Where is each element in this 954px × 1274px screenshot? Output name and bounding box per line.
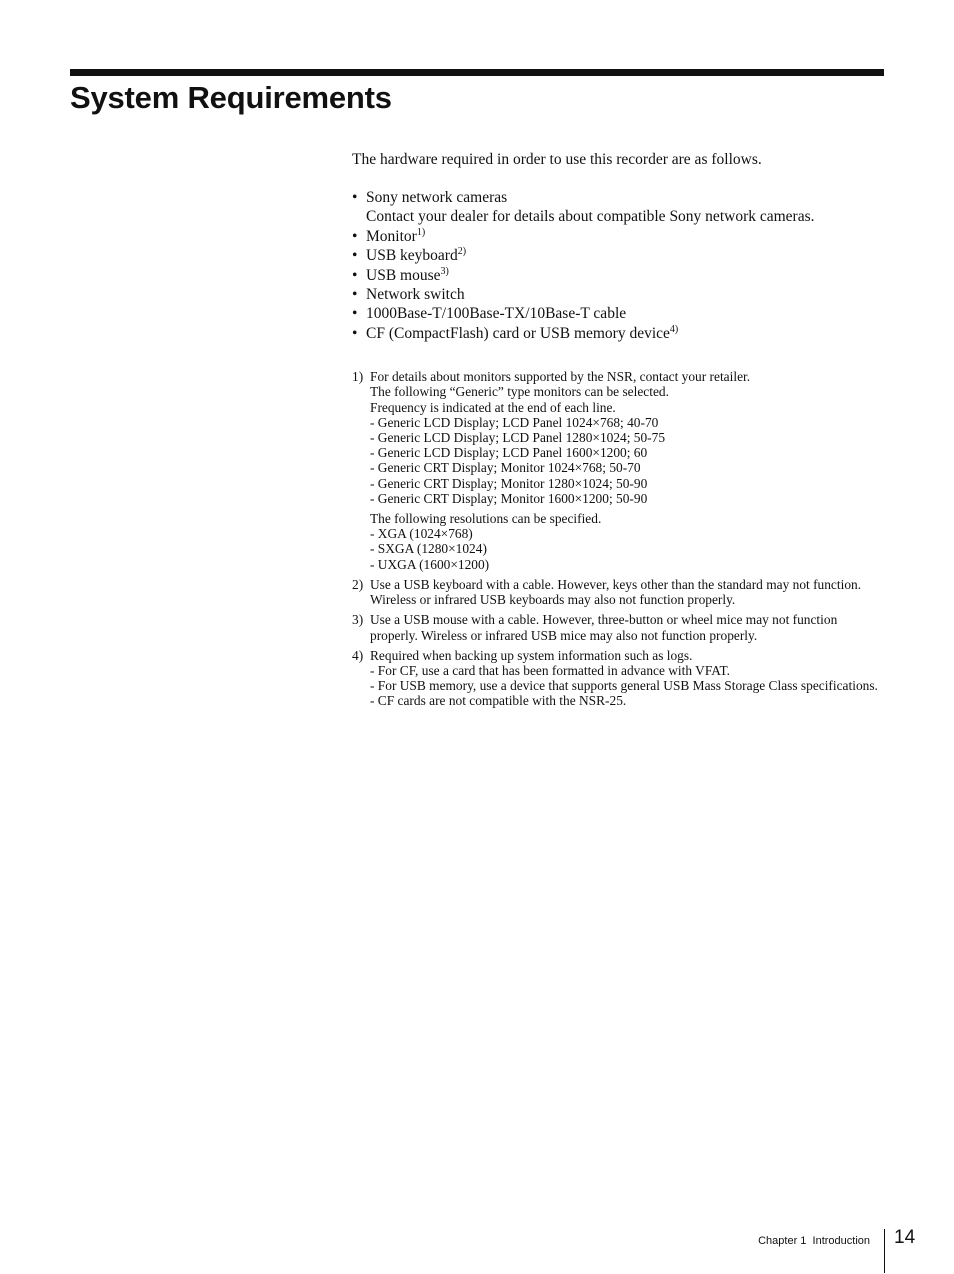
footnote-paragraph [370, 612, 882, 642]
bullet-marker: • [352, 247, 358, 265]
footnote-item [352, 369, 882, 572]
footnote-line: - Generic LCD Display; LCD Panel 1600×1200; 60 [370, 445, 648, 461]
footnote-line: Use a USB mouse with a cable. However, three-button or wheel mice may not function properly. Wireless or infrared USB mice may also not function properly. [370, 612, 838, 643]
requirement-item [352, 246, 882, 265]
footer-divider [884, 1229, 885, 1273]
intro-text: The hardware required in order to use this recorder are as follows. [352, 151, 762, 168]
main-content [352, 150, 882, 714]
footnote-ref: 2) [457, 246, 467, 258]
footnote-line: Frequency is indicated at the end of each line. [370, 399, 616, 415]
footnote-line: The following resolutions can be specified. [370, 511, 602, 527]
footnote-line: - Generic LCD Display; LCD Panel 1024×768; 40-70 [370, 414, 659, 430]
requirement-label: USB mouse [366, 266, 441, 284]
requirement-label: CF (CompactFlash) card or USB memory device [366, 324, 670, 342]
bullet-marker: • [352, 189, 358, 206]
requirement-item [352, 266, 882, 285]
requirement-label: Sony network cameras [366, 189, 508, 206]
footnote-paragraph [370, 648, 882, 709]
footnote-line: - For CF, use a card that has been formatted in advance with VFAT. [370, 662, 731, 678]
footnote-paragraph [370, 577, 882, 607]
footnote-line: The following “Generic” type monitors can be selected. [370, 384, 669, 400]
footnote-item [352, 648, 882, 709]
bullet-marker: • [352, 324, 358, 342]
page-title: System Requirements [70, 80, 392, 115]
footnote-line: - Generic CRT Display; Monitor 1600×1200; 50-90 [370, 490, 648, 506]
footnotes-list [352, 369, 882, 708]
footnote-item [352, 612, 882, 642]
footnote-line: - SXGA (1280×1024) [370, 541, 487, 557]
requirement-label: 1000Base-T/100Base-TX/10Base-T cable [366, 305, 627, 323]
requirement-item [352, 188, 882, 227]
requirement-item [352, 324, 882, 343]
bullet-marker: • [352, 227, 358, 245]
requirements-list [352, 188, 882, 343]
requirement-label: Network switch [366, 286, 465, 304]
footnote-line: For details about monitors supported by the NSR, contact your retailer. [370, 369, 751, 385]
bullet-marker: • [352, 305, 358, 323]
requirement-item [352, 304, 882, 323]
footnote-line: Required when backing up system information such as logs. [370, 647, 693, 663]
footnote-line: - CF cards are not compatible with the NSR-25. [370, 693, 627, 709]
footnote-ref: 4) [669, 323, 679, 335]
footnote-line: - UXGA (1600×1200) [370, 556, 490, 572]
footnote-paragraph [370, 369, 882, 506]
requirement-item [352, 285, 882, 304]
requirement-label: USB keyboard [366, 247, 458, 265]
footnote-number: 1) [352, 369, 364, 385]
requirement-item [352, 227, 882, 246]
footer-section-label: Chapter 1 Introduction [758, 1235, 870, 1247]
title-rule [70, 69, 884, 76]
requirement-label: Monitor [366, 227, 417, 245]
footnote-ref: 3) [440, 265, 449, 277]
footnote-item [352, 577, 882, 607]
footnote-line: - Generic CRT Display; Monitor 1024×768; 50-70 [370, 460, 641, 476]
footnote-paragraph [370, 511, 882, 572]
footnote-line: - Generic CRT Display; Monitor 1280×1024; 50-90 [370, 475, 648, 491]
requirement-detail: Contact your dealer for details about compatible Sony network cameras. [366, 208, 815, 226]
footnote-number: 4) [352, 647, 364, 663]
footnote-line: Use a USB keyboard with a cable. However, keys other than the standard may not function. Wireless or infrared USB keyboards may also not function properly. [370, 576, 862, 608]
footnote-ref: 1) [416, 226, 426, 238]
footnote-number: 2) [352, 576, 364, 592]
footnote-line: - For USB memory, use a device that supports general USB Mass Storage Class specifications. [370, 678, 878, 694]
bullet-marker: • [352, 266, 358, 284]
footnote-line: - Generic LCD Display; LCD Panel 1280×1024; 50-75 [370, 430, 666, 446]
footnote-line: - XGA (1024×768) [370, 526, 473, 542]
page-number: 14 [894, 1227, 916, 1248]
footnote-number: 3) [352, 612, 364, 628]
bullet-marker: • [352, 286, 358, 304]
